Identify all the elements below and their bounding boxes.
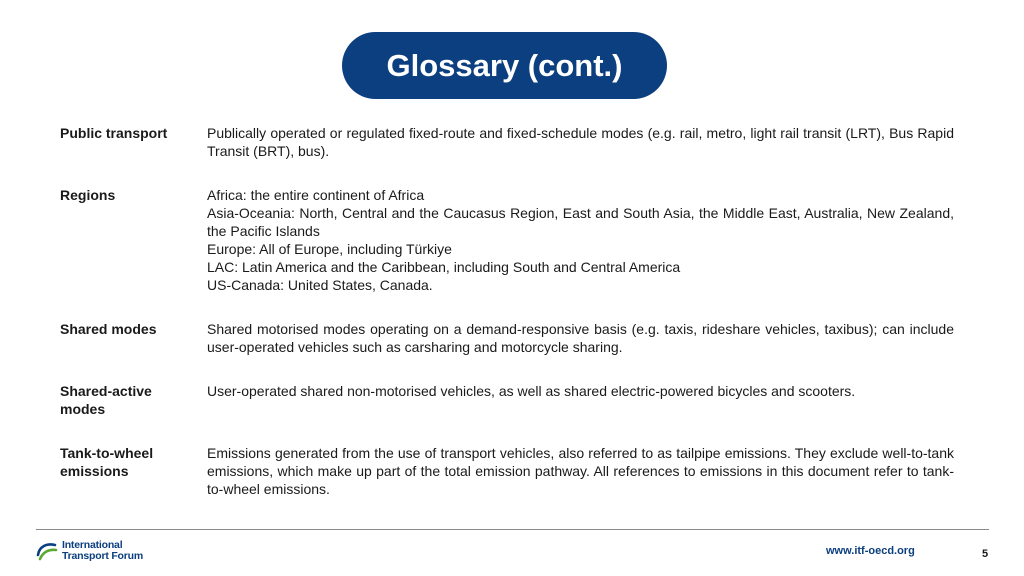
itf-logo[interactable] bbox=[35, 539, 143, 563]
page-number: 5 bbox=[982, 548, 989, 560]
glossary-term: Shared modes bbox=[60, 321, 157, 337]
website-link[interactable]: www.itf-oecd.org bbox=[826, 545, 915, 557]
glossary-definition bbox=[207, 320, 954, 356]
definition-line: Publically operated or regulated fixed-route and fixed-schedule modes (e.g. rail, metro, light rail transit (LRT), Bus Rapid Transit (BRT), bus). bbox=[207, 125, 954, 159]
glossary-list bbox=[60, 124, 954, 498]
logo-text-line: Transport Forum bbox=[62, 550, 144, 562]
definition-line: Emissions generated from the use of transport vehicles, also referred to as tailpipe emissions. They exclude well-to-tank emissions, which make up part of the total emission pathway. All references to emissions in this document refer to tank-to-wheel emissions. bbox=[207, 445, 954, 497]
footer-divider bbox=[36, 529, 989, 530]
definition-line: User-operated shared non-motorised vehicles, as well as shared electric-powered bicycles and scooters. bbox=[207, 383, 856, 399]
glossary-definition bbox=[207, 382, 954, 418]
glossary-definition bbox=[207, 444, 954, 498]
page-title-banner bbox=[342, 32, 667, 99]
glossary-term: Shared-active modes bbox=[60, 383, 152, 417]
itf-logo-icon bbox=[35, 539, 59, 563]
glossary-entry bbox=[60, 186, 954, 294]
glossary-term: Regions bbox=[60, 187, 116, 203]
glossary-entry bbox=[60, 124, 954, 160]
definition-line: US-Canada: United States, Canada. bbox=[207, 277, 433, 293]
definition-line: Europe: All of Europe, including Türkiye bbox=[207, 241, 452, 257]
glossary-definition bbox=[207, 186, 954, 294]
definition-line: LAC: Latin America and the Caribbean, including South and Central America bbox=[207, 259, 681, 275]
definition-line: Africa: the entire continent of Africa bbox=[207, 187, 425, 203]
logo-text-line: International bbox=[62, 539, 123, 551]
glossary-entry bbox=[60, 444, 954, 498]
glossary-term: Public transport bbox=[60, 125, 168, 141]
glossary-entry bbox=[60, 382, 954, 418]
glossary-definition bbox=[207, 124, 954, 160]
page-title: Glossary (cont.) bbox=[386, 47, 623, 83]
definition-line: Asia-Oceania: North, Central and the Caucasus Region, East and South Asia, the Middle East, Australia, New Zealand, the Pacific Islands bbox=[207, 205, 954, 239]
glossary-entry bbox=[60, 320, 954, 356]
definition-line: Shared motorised modes operating on a demand-responsive basis (e.g. taxis, rideshare vehicles, taxibus); can include user-operated vehicles such as carsharing and motorcycle sharing. bbox=[207, 321, 954, 355]
glossary-term: Tank-to-wheel emissions bbox=[60, 445, 154, 479]
